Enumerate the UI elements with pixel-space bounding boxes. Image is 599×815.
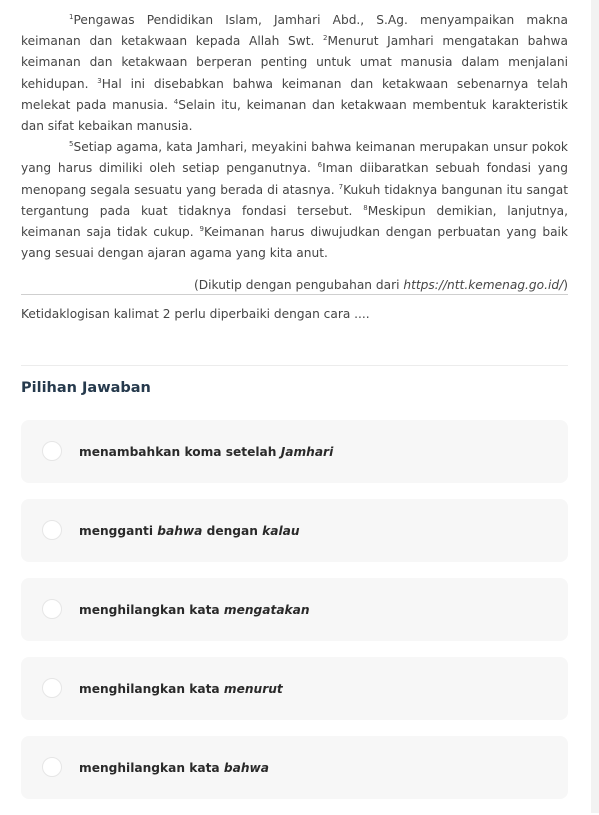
answer-option-c[interactable] <box>21 578 568 641</box>
answer-option-a[interactable] <box>21 420 568 483</box>
radio-button[interactable] <box>42 757 62 777</box>
sentence-text: Menurut Jamhari mengatakan bahwa keimanan dan ketakwaan berperan penting untuk umat manusia dalam menjalani kehidupan. <box>21 34 568 91</box>
answer-italic-word: kalau <box>262 523 300 538</box>
answer-label <box>79 524 300 538</box>
passage-paragraph-1 <box>21 0 568 137</box>
sentence-number: 1 <box>69 12 74 21</box>
sentence-text: Selain itu, keimanan dan ketakwaan membentuk karakteristik dan sifat kebaikan manusia. <box>21 97 568 134</box>
source-suffix: ) <box>563 278 568 293</box>
answer-text: menghilangkan kata <box>79 681 224 696</box>
answer-text: menghilangkan kata <box>79 760 224 775</box>
sentence-number: 2 <box>323 34 328 43</box>
answer-label <box>79 445 333 459</box>
source-url: https://ntt.kemenag.go.id/ <box>403 278 564 293</box>
right-scroll-rail <box>591 0 599 813</box>
sentence-text: Keimanan harus diwujudkan dengan perbuatan yang baik yang sesuai dengan ajaran agama yang kita anut. <box>21 225 568 261</box>
sentence-text: Hal ini disebabkan bahwa keimanan dan ketakwaan sebenarnya telah melekat pada manusia. <box>21 76 568 112</box>
reading-passage <box>21 0 568 264</box>
sentence-number: 8 <box>363 203 368 212</box>
source-prefix: (Dikutip dengan pengubahan dari <box>194 278 404 293</box>
radio-button[interactable] <box>42 678 62 698</box>
question-text: Ketidaklogisan kalimat 2 perlu diperbaiki dengan cara .... <box>21 307 370 322</box>
sentence-number: 4 <box>173 97 179 106</box>
section-divider <box>21 365 568 366</box>
answer-label <box>79 603 310 617</box>
answer-text: dengan <box>202 523 263 538</box>
answer-option-d[interactable] <box>21 657 568 720</box>
answer-italic-word: bahwa <box>157 523 203 538</box>
sentence-number: 9 <box>199 224 204 233</box>
answer-italic-word: menurut <box>223 681 283 696</box>
sentence-text: Setiap agama, kata Jamhari, meyakini bahwa keimanan merupakan unsur pokok yang harus dimiliki oleh setiap penganutnya. <box>21 140 568 176</box>
answer-text: menambahkan koma setelah <box>79 444 281 459</box>
answer-options <box>21 420 568 799</box>
answer-label <box>79 761 269 775</box>
answer-italic-word: Jamhari <box>280 444 334 459</box>
sentence-text: Kukuh tidaknya bangunan itu sangat tergantung pada kuat tidaknya fondasi tersebut. <box>21 182 568 218</box>
sentence-number: 6 <box>317 161 323 170</box>
sentence-text: Iman diibaratkan sebuah fondasi yang menopang segala sesuatu yang berada di atasnya. <box>21 161 568 197</box>
sentence-number: 7 <box>338 182 344 191</box>
answer-text: menghilangkan kata <box>79 602 224 617</box>
answer-option-e[interactable] <box>21 736 568 799</box>
radio-button[interactable] <box>42 520 62 540</box>
sentence-text: Meskipun demikian, lanjutnya, keimanan saja tidak cukup. <box>21 203 568 240</box>
sentence-number: 3 <box>97 76 102 85</box>
question-card <box>21 0 568 815</box>
answer-italic-word: bahwa <box>223 760 270 775</box>
answer-option-b[interactable] <box>21 499 568 562</box>
sentence-number: 5 <box>69 140 74 149</box>
source-citation <box>21 278 568 295</box>
sentence-text: Pengawas Pendidikan Islam, Jamhari Abd., S.Ag. menyampaikan makna keimanan dan ketakwaan kepada Allah Swt. <box>21 13 568 49</box>
answer-label <box>79 682 283 696</box>
answer-text: mengganti <box>79 523 158 538</box>
radio-button[interactable] <box>42 599 62 619</box>
answer-italic-word: mengatakan <box>223 602 310 617</box>
radio-button[interactable] <box>42 441 62 461</box>
answers-heading: Pilihan Jawaban <box>21 380 151 397</box>
passage-paragraph-2 <box>21 137 568 264</box>
